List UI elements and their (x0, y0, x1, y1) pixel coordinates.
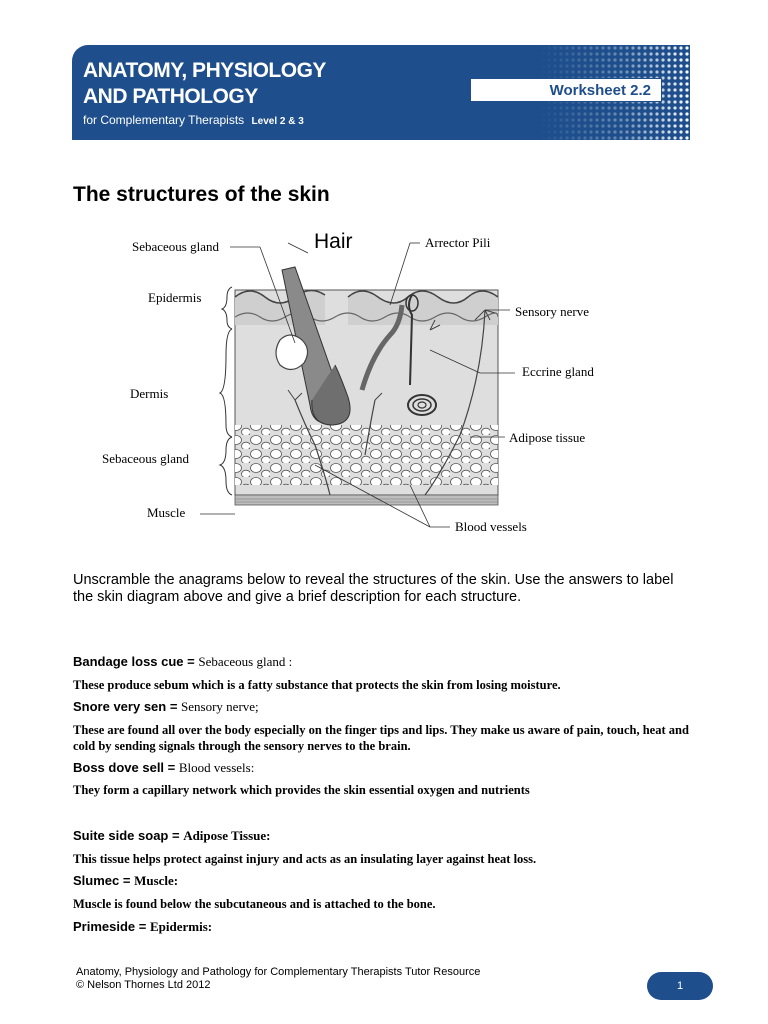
answer-text: Epidermis: (149, 919, 213, 934)
label-sensory-nerve: Sensory nerve (515, 304, 590, 319)
footer (76, 966, 480, 992)
header-banner (72, 45, 690, 140)
entry-description: They form a capillary network which provides the skin essential oxygen and nutrients (73, 783, 530, 797)
answer-text: Muscle: (134, 873, 179, 888)
label-arrector-pili: Arrector Pili (425, 235, 491, 250)
entry-heading (73, 828, 271, 844)
anagram-text: Slumec = (73, 873, 135, 888)
entry-heading (73, 654, 292, 670)
header-level: Level 2 & 3 (251, 116, 304, 127)
entry-description: This tissue helps protect against injury and acts as an insulating layer against heat loss. (73, 852, 537, 866)
label-blood-vessels: Blood vessels (455, 519, 527, 534)
entry-heading (73, 760, 254, 776)
answer-text: Sensory nerve; (181, 699, 259, 714)
label-epidermis: Epidermis (148, 290, 202, 305)
label-muscle: Muscle (147, 505, 186, 520)
anagram-text: Bandage loss cue = (73, 654, 199, 669)
footer-resource-line: Anatomy, Physiology and Pathology for Complementary Therapists Tutor Resource (76, 966, 481, 978)
anagram-text: Suite side soap = (73, 828, 184, 843)
label-sebaceous-gland-top: Sebaceous gland (132, 239, 220, 254)
header-subtitle (83, 113, 304, 127)
footer-copyright: © Nelson Thornes Ltd 2012 (76, 979, 211, 991)
worksheet-label: Worksheet 2.2 (549, 82, 651, 99)
page-title: The structures of the skin (73, 183, 330, 206)
label-hair: Hair (314, 230, 353, 253)
anagram-text: Snore very sen = (73, 699, 182, 714)
anagram-text: Primeside = (73, 919, 150, 934)
answer-text: Adipose Tissue: (183, 828, 271, 843)
label-dermis: Dermis (130, 386, 169, 401)
header-subtitle-text: for Complementary Therapists (83, 113, 245, 127)
worksheet-badge (470, 78, 662, 102)
page-number: 1 (647, 972, 713, 1000)
entry-description: Muscle is found below the subcutaneous and is attached to the bone. (73, 897, 436, 911)
entry-heading (73, 919, 212, 935)
entry-description: These produce sebum which is a fatty substance that protects the skin from losing moisture. (73, 678, 561, 692)
anagram-text: Boss dove sell = (73, 760, 179, 775)
answer-text: Sebaceous gland : (198, 654, 293, 669)
answer-text: Blood vessels: (178, 760, 255, 775)
instructions-paragraph: Unscramble the anagrams below to reveal the structures of the skin. Use the answers to label the skin diagram above and give a brief description for each structure. (73, 572, 674, 605)
skin-diagram (90, 225, 630, 545)
header-title-line2: AND PATHOLOGY (83, 85, 258, 108)
label-eccrine-gland: Eccrine gland (522, 364, 594, 379)
label-sebaceous-gland-bottom: Sebaceous gland (102, 451, 190, 466)
header-title-line1: ANATOMY, PHYSIOLOGY (83, 59, 326, 82)
entry-description: These are found all over the body especially on the finger tips and lips. They make us aware of pain, touch, heat and cold by sending signals through the sensory nerves to the brain. (73, 723, 689, 753)
skin-cross-section-illustration (90, 225, 630, 545)
label-adipose-tissue: Adipose tissue (509, 430, 586, 445)
entry-heading (73, 699, 259, 715)
entry-heading (73, 873, 178, 889)
